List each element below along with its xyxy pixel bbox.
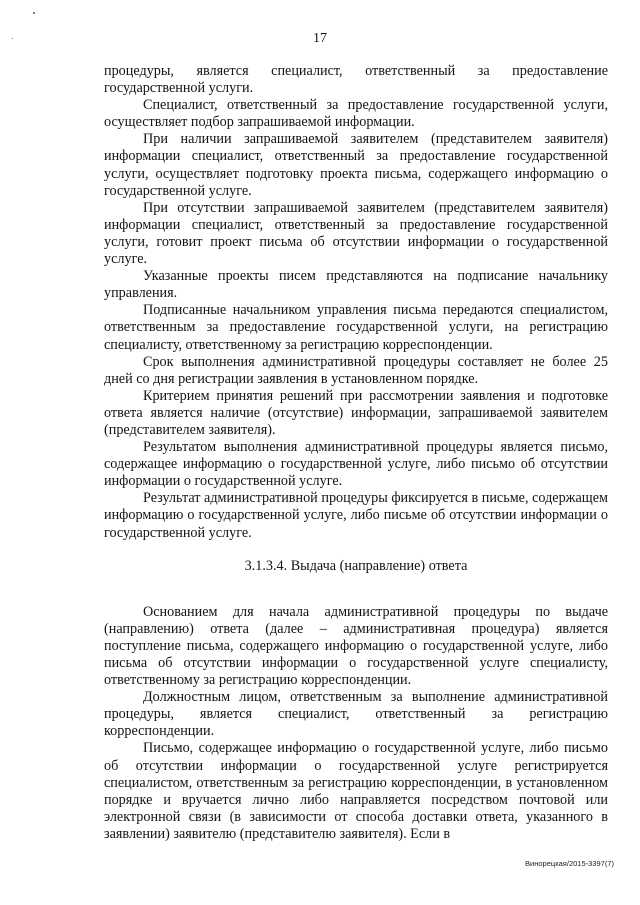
- section-paragraph-3: Письмо, содержащее информацию о государственной услуге, либо письмо об отсутствии информации о государственной услуге регистрируется специалистом, ответственным за регистрацию корреспонденции, в установленном порядке и вручается лично либо направляется посредством почтовой или электронной связи (в зависимости от способа доставки ответа, указанного в заявлении) заявителю (представителю заявителя). Если в: [104, 740, 608, 842]
- paragraph-7: Срок выполнения административной процедуры составляет не более 25 дней со дня регистрации заявления в установленном порядке.: [104, 353, 608, 387]
- paragraph-9: Результатом выполнения административной процедуры является письмо, содержащее информацию о государственной услуге, либо письмо об отсутствии информации о государственной услуге.: [104, 439, 608, 490]
- paragraph-10: Результат административной процедуры фиксируется в письме, содержащем информацию о государственной услуге, либо письме об отсутствии информации о государственной услуге.: [104, 490, 608, 541]
- paragraph-3: При наличии запрашиваемой заявителем (представителем заявителя) информации специалист, ответственный за предоставление государственной услуги, осуществляет подготовку проекта письма, содержащего информацию о государственной услуге.: [104, 131, 608, 199]
- document-footer-code: Винорецкая/2015-3397(7): [525, 859, 614, 868]
- paragraph-4: При отсутствии запрашиваемой заявителем (представителем заявителя) информации специалист, ответственный за предоставление государственной услуги, готовит проект письма об отсутствии информации о государственной услуге.: [104, 199, 608, 268]
- paragraph-5: Указанные проекты писем представляются на подписание начальнику управления.: [104, 268, 608, 302]
- paragraph-1: процедуры, является специалист, ответственный за предоставление государственной услуги.: [104, 63, 608, 97]
- paragraph-8: Критерием принятия решений при рассмотрении заявления и подготовке ответа является наличие (отсутствие) информации, запрашиваемой заявителем (представителем заявителя).: [104, 387, 608, 438]
- section-paragraph-1: Основанием для начала административной процедуры по выдаче (направлению) ответа (далее – административная процедура) является поступление письма, содержащего информацию о государственной услуге, либо письма об отсутствии информации о государственной услуге специалисту, ответственному за регистрацию корреспонденции.: [104, 603, 608, 689]
- section-heading: 3.1.3.4. Выдача (направление) ответа: [244, 557, 468, 574]
- document-body: [104, 63, 608, 843]
- page-number: 17: [313, 31, 327, 46]
- paragraph-6: Подписанные начальником управления письма передаются специалистом, ответственным за предоставление государственной услуги, на регистрацию специалисту, ответственному за регистрацию корреспонденции.: [104, 302, 608, 353]
- scan-speck: [33, 12, 35, 14]
- section-paragraph-2: Должностным лицом, ответственным за выполнение административной процедуры, является специалист, ответственный за регистрацию корреспонденции.: [104, 689, 608, 740]
- paragraph-2: Специалист, ответственный за предоставление государственной услуги, осуществляет подбор запрашиваемой информации.: [104, 97, 608, 131]
